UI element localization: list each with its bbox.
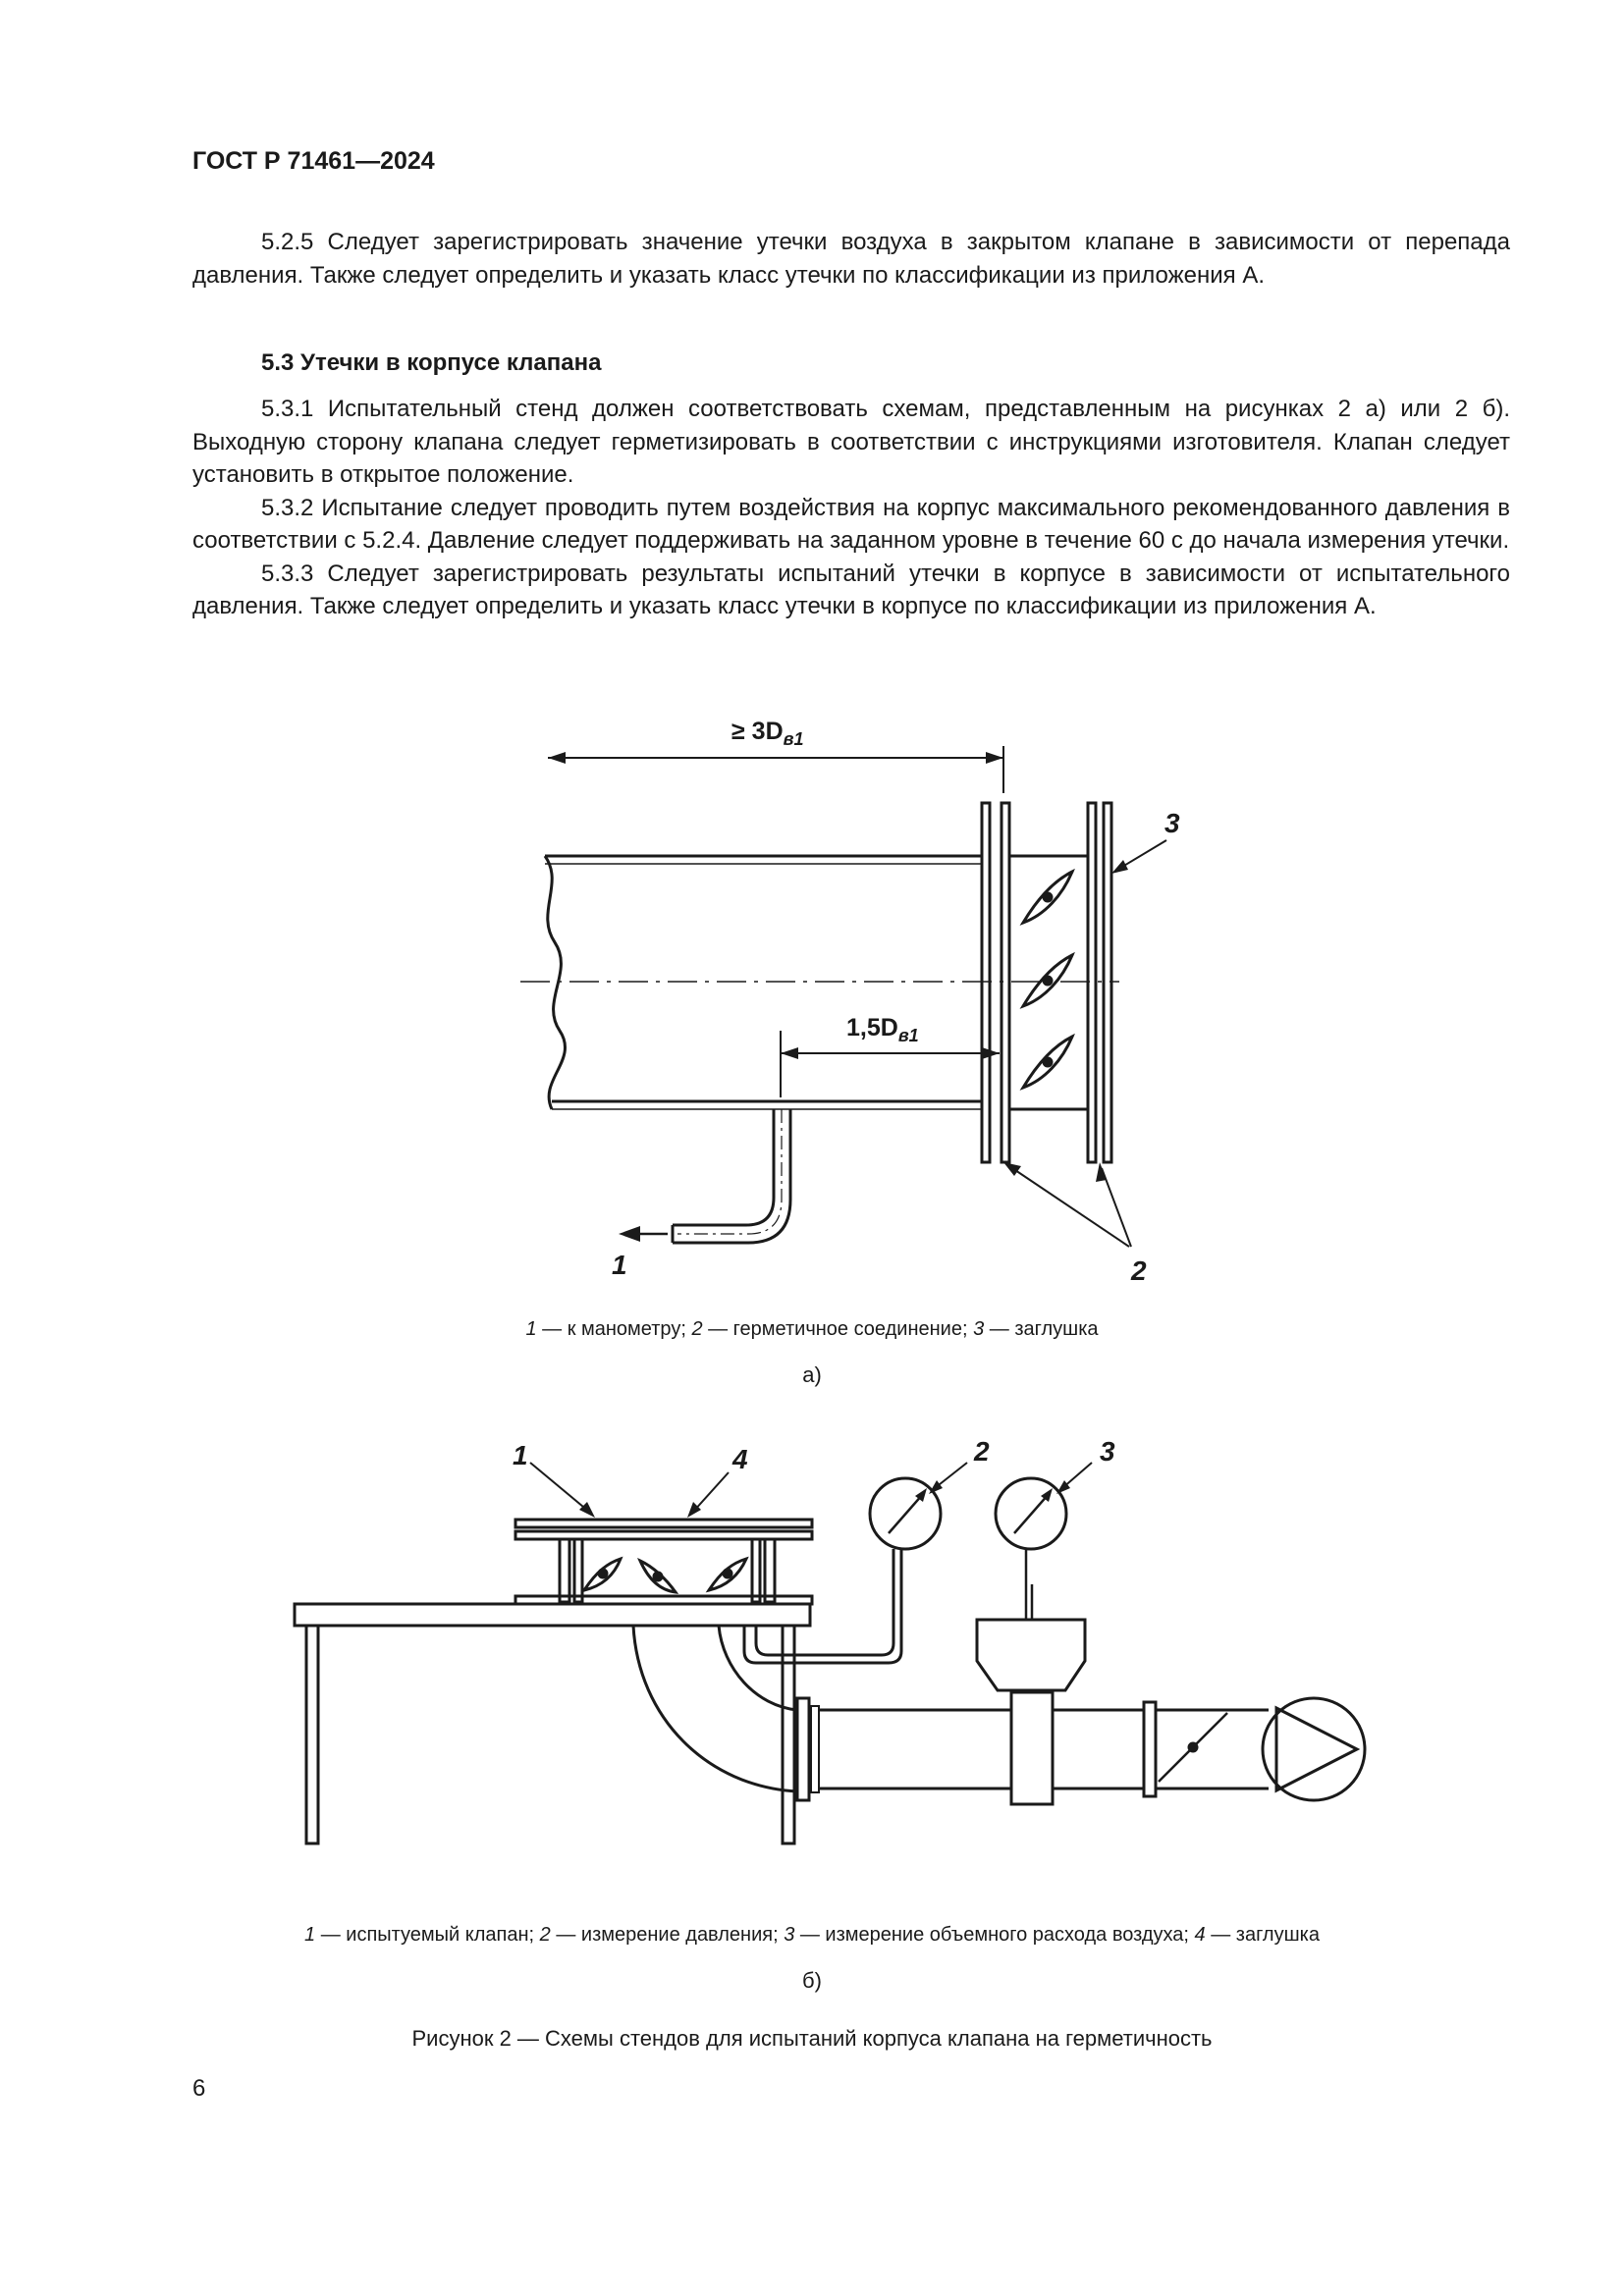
dim-short-label: $1,5D_{в1}$ <box>846 1014 919 1045</box>
figure-b-legend: 1 — испытуемый клапан; 2 — измерение давления; 3 — измерение объемного расхода воздуха; 4 — заглушка <box>304 1924 1320 1946</box>
figure-a-legend: 1 — к манометру; 2 — герметичное соединение; 3 — заглушка <box>525 1318 1099 1340</box>
figure-title: Рисунок 2 — Схемы стендов для испытаний корпуса клапана на герметичность <box>411 2026 1213 2051</box>
paragraph-5-3-2: 5.3.2 Испытание следует проводить путем воздействия на корпус максимального рекомендованного давления в соответствии с 5.2.4. Давление следует поддерживать на заданном уровне в течение 60 с до начала измерения утечки. <box>192 494 1510 554</box>
fig-a-label-2: 2 <box>1131 1255 1147 1286</box>
dim-long-label: ≥ $3D_{в1}$ <box>731 718 804 749</box>
paragraph-5-3-1: 5.3.1 Испытательный стенд должен соответствовать схемам, представленным на рисунках 2 а) или 2 б). Выходную сторону клапана следует герметизировать в соответствии с инструкциями изготовителя. Клапан следует установить в открытое положение. <box>192 396 1510 488</box>
fig-b-label-2: 2 <box>974 1436 990 1467</box>
document-header: ГОСТ Р 71461—2024 <box>192 147 435 175</box>
fig-b-label-4: 4 <box>732 1444 748 1474</box>
fig-b-label-3: 3 <box>1100 1436 1115 1467</box>
fig-b-label-1: 1 <box>513 1440 528 1470</box>
section-heading-5-3: 5.3 Утечки в корпусе клапана <box>261 349 602 376</box>
fig-a-label-3: 3 <box>1164 808 1180 838</box>
page-number: 6 <box>192 2075 206 2102</box>
figure-b-diagram <box>0 1433 1624 1944</box>
figure-a-subcaption: а) <box>802 1362 822 1387</box>
paragraph-text: 5.2.5 Следует зарегистрировать значение утечки воздуха в закрытом клапане в зависимости от перепада давления. Также следует определить и указать класс утечки по классификации из приложения А. <box>192 229 1510 289</box>
figure-b-subcaption: б) <box>802 1968 822 1993</box>
paragraph-5-3-3: 5.3.3 Следует зарегистрировать результаты испытаний утечки в корпусе в зависимости от испытательного давления. Также следует определить и указать класс утечки в корпусе по классификации из приложения А. <box>192 560 1510 619</box>
fig-a-label-1: 1 <box>612 1250 627 1280</box>
